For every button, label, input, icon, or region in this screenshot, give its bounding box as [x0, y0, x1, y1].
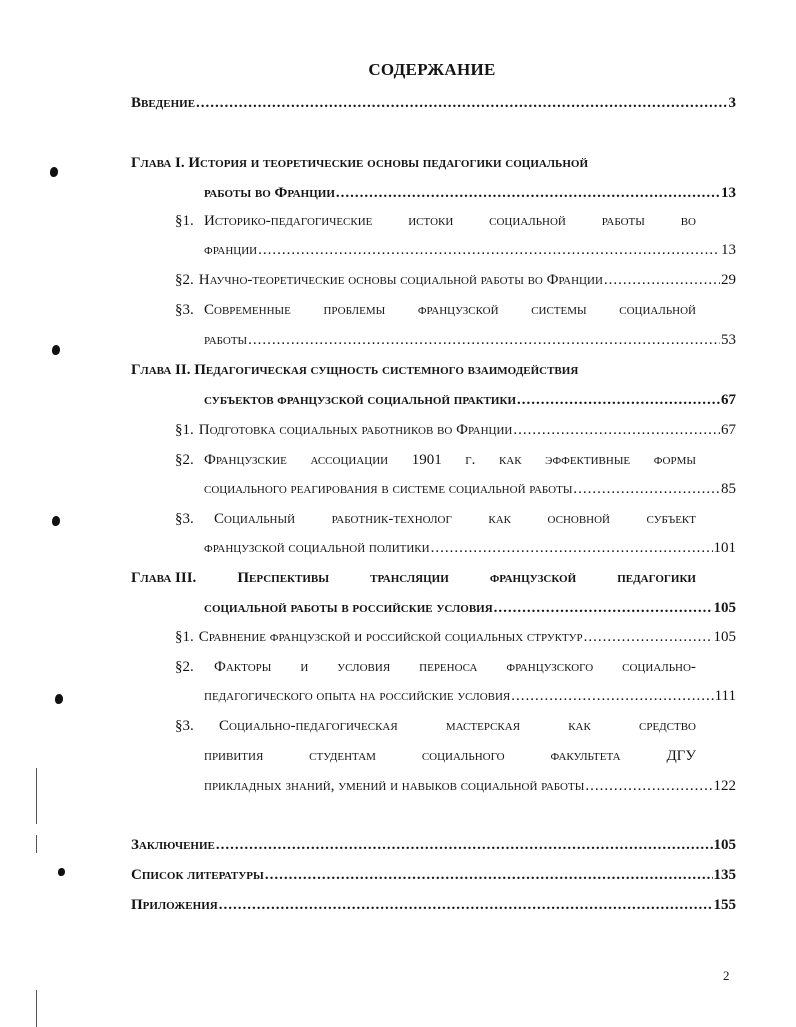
margin-scan-line: [36, 768, 37, 824]
toc-entry-page: 85: [721, 481, 736, 497]
word: Французские: [204, 452, 287, 468]
word: Историко-педагогические: [204, 213, 373, 229]
word: основной: [547, 511, 611, 527]
chapter2-title-line1[interactable]: Глава II. Педагогическая сущность системного взаимодействия: [131, 362, 579, 378]
toc-entry-label: Научно-теоретические основы социальной работы во Франции: [198, 272, 603, 288]
word: Факторы: [214, 659, 272, 675]
toc-leader-dots: [517, 390, 720, 410]
chapter3-section3-line2[interactable]: [204, 746, 696, 766]
toc-entry-label: франции: [204, 242, 258, 258]
word: студентам: [309, 748, 376, 764]
word: французской: [489, 570, 577, 586]
toc-leader-dots: [216, 835, 713, 855]
toc-leader-dots: [219, 895, 713, 915]
toc-entry-page: 13: [721, 185, 736, 201]
toc-entry-label: Заключение: [131, 837, 215, 853]
chapter2-title-line2[interactable]: [204, 390, 736, 410]
toc-entry-label: работы: [204, 332, 248, 348]
toc-leader-dots: [265, 865, 713, 885]
word: системы: [531, 302, 587, 318]
toc-leader-dots: [513, 420, 720, 440]
word: французской: [417, 302, 499, 318]
word: Социально-педагогическая: [219, 718, 398, 734]
toc-leader-dots: [196, 93, 727, 113]
word: мастерская: [445, 718, 521, 734]
word: Современные: [204, 302, 291, 318]
toc-entry-label: работы во Франции: [204, 185, 335, 201]
word: факультета: [550, 748, 621, 764]
chapter1-title-line1[interactable]: Глава I. История и теоретические основы педагогики социальной: [131, 155, 588, 171]
chapter1-section3-line1[interactable]: [204, 300, 696, 320]
toc-entry-label: Подготовка социальных работников во Франции: [198, 422, 513, 438]
toc-entry-page: 111: [714, 688, 736, 704]
toc-entry-page: 67: [721, 422, 736, 438]
toc-entry-label: субъектов французской социальной практики: [204, 392, 517, 408]
toc-entry-label: французской социальной политики: [204, 540, 430, 556]
chapter1-section1-line2[interactable]: [204, 240, 736, 260]
chapter2-section2-line2[interactable]: [204, 479, 736, 499]
word: во: [680, 213, 696, 229]
section-number: §2.: [175, 659, 194, 675]
word: ассоциации: [310, 452, 389, 468]
toc-entry-conclusion[interactable]: [131, 835, 736, 855]
toc-leader-dots: [336, 183, 720, 203]
word: Социальный: [214, 511, 296, 527]
section-number: §1.: [175, 629, 194, 645]
word: формы: [653, 452, 696, 468]
toc-leader-dots: [431, 538, 713, 558]
toc-entry-label: Сравнение французской и российской социальных структур: [198, 629, 583, 645]
chapter2-section1[interactable]: [175, 420, 736, 440]
toc-entry-label: Список литературы: [131, 867, 264, 883]
toc-entry-label: прикладных знаний, умений и навыков социальной работы: [204, 778, 585, 794]
word: 1901: [411, 452, 442, 468]
toc-leader-dots: [573, 479, 720, 499]
margin-bullet-mark: [52, 345, 60, 355]
word: как: [568, 718, 591, 734]
word: субъект: [646, 511, 696, 527]
word: социально-: [622, 659, 696, 675]
toc-entry-page: 105: [713, 629, 736, 645]
section-number: §3.: [175, 302, 194, 318]
chapter3-section3-line1[interactable]: [219, 716, 696, 736]
chapter1-section3-line2[interactable]: [204, 330, 736, 350]
toc-entry-page: 105: [713, 600, 736, 616]
word: Перспективы: [237, 570, 330, 586]
word: переноса: [419, 659, 478, 675]
word: г.: [465, 452, 476, 468]
word: трансляции: [370, 570, 449, 586]
word: работы: [601, 213, 645, 229]
toc-leader-dots: [248, 330, 720, 350]
toc-entry-page: 105: [713, 837, 736, 853]
toc-entry-appendix[interactable]: [131, 895, 736, 915]
word: условия: [337, 659, 391, 675]
toc-entry-page: 53: [721, 332, 736, 348]
word: эффективные: [545, 452, 631, 468]
margin-bullet-mark: [50, 167, 58, 177]
word: социального: [421, 748, 505, 764]
word: привития: [204, 748, 264, 764]
chapter3-title-line1[interactable]: [131, 568, 696, 588]
section-number: §3.: [175, 511, 194, 527]
margin-bullet-mark: [58, 868, 65, 876]
toc-entry-references[interactable]: [131, 865, 736, 885]
chapter2-section2-line1[interactable]: [204, 450, 696, 470]
word: работник-технолог: [331, 511, 452, 527]
page-number: 2: [723, 968, 730, 983]
toc-entry-page: 101: [713, 540, 736, 556]
chapter1-section1-line1[interactable]: [204, 211, 696, 231]
chapter3-title-line2[interactable]: [204, 598, 736, 618]
toc-entry-page: 122: [713, 778, 736, 794]
toc-entry-page: 13: [721, 242, 736, 258]
chapter3-section2-line1[interactable]: [214, 657, 696, 677]
section-number: §2.: [175, 452, 194, 468]
chapter3-section2-line2[interactable]: [204, 686, 736, 706]
toc-entry-label: социального реагирования в системе социальной работы: [204, 481, 573, 497]
margin-scan-line: [36, 990, 37, 1027]
word: социальной: [619, 302, 696, 318]
toc-entry-label: Введение: [131, 95, 196, 111]
word: педагогики: [617, 570, 696, 586]
section-number: §3.: [175, 718, 194, 734]
section-number: §1.: [175, 422, 194, 438]
toc-entry-page: 67: [721, 392, 736, 408]
word: и: [300, 659, 309, 675]
chapter3-section3-line3[interactable]: [204, 776, 736, 796]
toc-leader-dots: [585, 776, 712, 796]
margin-scan-line: [36, 835, 37, 853]
chapter1-section2[interactable]: [175, 270, 736, 290]
word: социальной: [489, 213, 566, 229]
toc-leader-dots: [584, 627, 713, 647]
toc-entry-page: 135: [713, 867, 736, 883]
toc-entry-label: социальной работы в российские условия: [204, 600, 493, 616]
toc-leader-dots: [494, 598, 713, 618]
toc-entry-page: 3: [728, 95, 736, 111]
toc-entry-label: Приложения: [131, 897, 218, 913]
word: как: [498, 452, 522, 468]
chapter2-section3-line2[interactable]: [204, 538, 736, 558]
toc-leader-dots: [604, 270, 720, 290]
section-number: §1.: [175, 213, 194, 229]
toc-leader-dots: [258, 240, 720, 260]
margin-bullet-mark: [52, 516, 60, 526]
margin-bullet-mark: [55, 694, 63, 704]
chapter2-section3-line1[interactable]: [214, 509, 696, 529]
word: средство: [638, 718, 696, 734]
word: Глава III.: [131, 570, 197, 586]
page-title: СОДЕРЖАНИЕ: [368, 60, 496, 79]
word: как: [488, 511, 511, 527]
word: ДГУ: [666, 748, 696, 764]
toc-entry-label: педагогического опыта на российские условия: [204, 688, 511, 704]
toc-leader-dots: [511, 686, 713, 706]
section-number: §2.: [175, 272, 194, 288]
word: истоки: [408, 213, 454, 229]
toc-entry-page: 155: [713, 897, 736, 913]
word: французского: [506, 659, 594, 675]
toc-entry-introduction[interactable]: [131, 93, 736, 113]
chapter3-section1[interactable]: [175, 627, 736, 647]
toc-entry-page: 29: [721, 272, 736, 288]
word: проблемы: [323, 302, 386, 318]
chapter1-title-line2[interactable]: [204, 183, 736, 203]
